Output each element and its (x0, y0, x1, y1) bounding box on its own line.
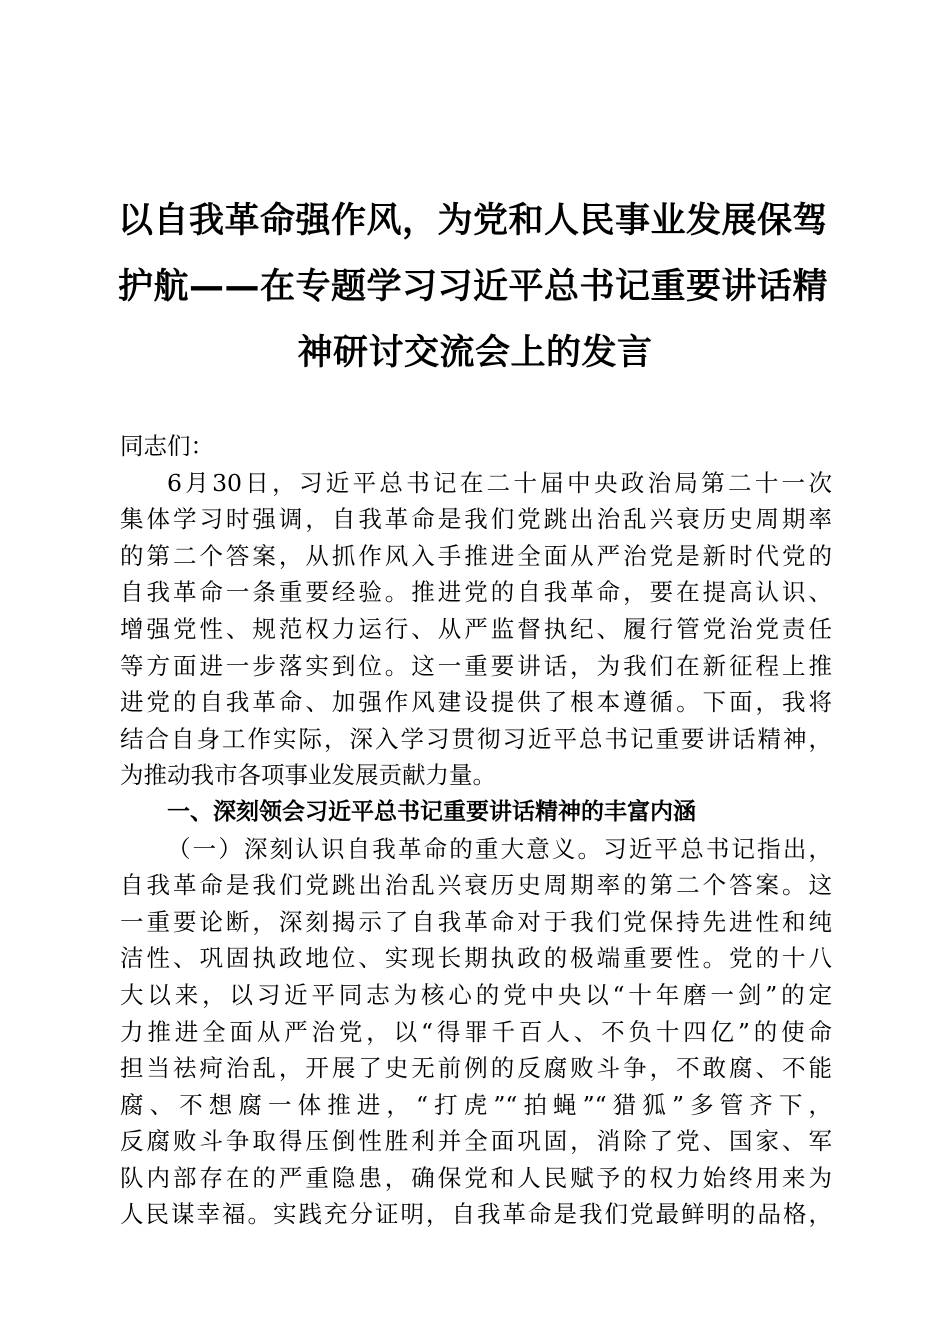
paragraph-2-line: 队内部存在的严重隐患，确保党和人民赋予的权力始终用来为 (120, 1163, 832, 1192)
paragraph-2 (120, 831, 832, 1234)
paragraph-1-line: 的第二个答案，从抓作风入手推进全面从严治党是新时代党的 (120, 541, 832, 570)
title-line-3: 神研讨交流会上的发言 (297, 333, 653, 373)
title-line-1: 以自我革命强作风，为党和人民事业发展保驾 (118, 201, 829, 241)
paragraph-2-line: （一）深刻认识自我革命的重大意义。习近平总书记指出， (167, 834, 832, 863)
paragraph-1-line: 结合自身工作实际，深入学习贯彻习近平总书记重要讲话精神， (120, 724, 832, 753)
paragraph-2-line: 一重要论断，深刻揭示了自我革命对于我们党保持先进性和纯 (120, 907, 832, 936)
paragraph-1-line: 6月30日，习近平总书记在二十届中央政治局第二十一次 (167, 468, 832, 497)
paragraph-2-line: 力推进全面从严治党，以“得罪千百人、不负十四亿”的使命 (120, 1017, 832, 1046)
paragraph-2-line: 大以来，以习近平同志为核心的党中央以“十年磨一剑”的定 (120, 980, 832, 1009)
paragraph-1-line: 为推动我市各项事业发展贡献力量。 (120, 761, 496, 790)
document-body (120, 428, 832, 1233)
paragraph-1 (120, 465, 832, 794)
paragraph-2-line: 反腐败斗争取得压倒性胜利并全面巩固，消除了党、国家、军 (120, 1127, 832, 1156)
paragraph-1-line: 自我革命一条重要经验。推进党的自我革命，要在提高认识、 (120, 578, 832, 607)
section-heading: 一、深刻领会习近平总书记重要讲话精神的丰富内涵 (167, 798, 696, 825)
paragraph-1-line: 集体学习时强调，自我革命是我们党跳出治乱兴衰历史周期率 (120, 505, 832, 534)
paragraph-2-line: 腐、不想腐一体推进，“打虎”“拍蝇”“猎狐”多管齐下， (120, 1090, 832, 1119)
paragraph-2-line: 人民谋幸福。实践充分证明，自我革命是我们党最鲜明的品格， (120, 1200, 832, 1229)
paragraph-2-line: 担当祛疴治乱，开展了史无前例的反腐败斗争，不敢腐、不能 (120, 1054, 832, 1083)
paragraph-2-line: 自我革命是我们党跳出治乱兴衰历史周期率的第二个答案。这 (120, 871, 832, 900)
paragraph-2-line: 洁性、巩固执政地位、实现长期执政的极端重要性。党的十八 (120, 944, 832, 973)
paragraph-1-line: 进党的自我革命、加强作风建设提供了根本遵循。下面，我将 (120, 688, 832, 717)
document-title (118, 188, 832, 386)
salutation: 同志们： (120, 432, 214, 460)
paragraph-1-line: 增强党性、规范权力运行、从严监督执纪、履行管党治党责任 (120, 614, 832, 643)
paragraph-1-line: 等方面进一步落实到位。这一重要讲话，为我们在新征程上推 (120, 651, 832, 680)
title-line-2: 护航——在专题学习习近平总书记重要讲话精 (118, 267, 829, 307)
